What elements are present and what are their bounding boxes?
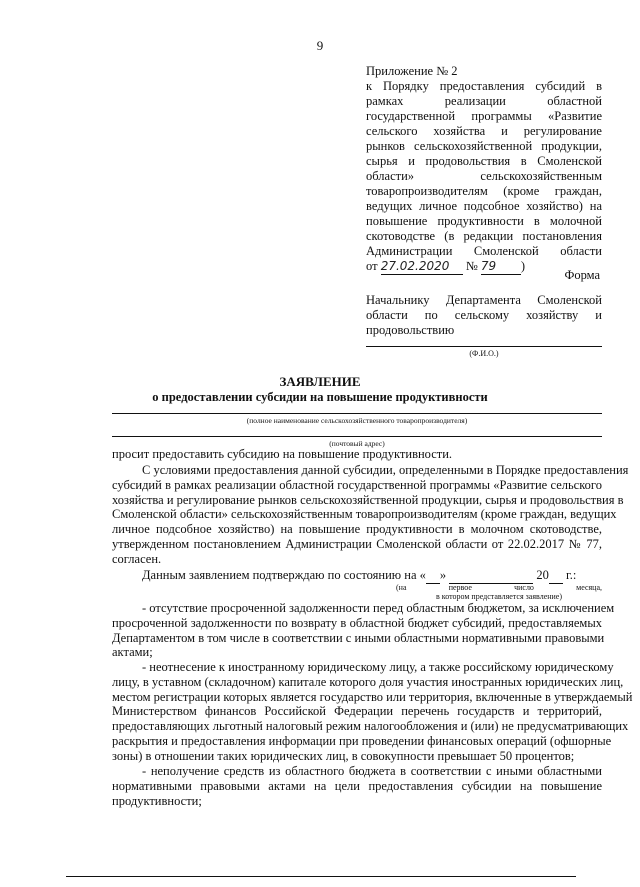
confirmation-paragraph: Данным заявлением подтверждаю по состоянию на « » 20 г.: <box>142 568 577 582</box>
appendix-line: рынков сельскохозяйственной продукции, <box>366 139 602 153</box>
addressee-line: области по сельскому хозяйству и <box>366 308 602 322</box>
addressee-line: Начальнику Департамента Смоленской <box>366 293 602 307</box>
address-caption: (почтовый адрес) <box>329 439 385 448</box>
appendix-line: сельского хозяйства и регулирование <box>366 124 602 138</box>
page-number: 9 <box>316 38 324 53</box>
producer-name-line <box>112 413 602 414</box>
bottom-rule <box>66 876 576 877</box>
appendix-date-line: от 27.02.2020 № 79 ) <box>366 259 526 273</box>
appendix-line: товаропроизводителям (кроме граждан, <box>366 184 602 198</box>
appendix-line: ведущих личное подсобное хозяйство) на <box>366 199 602 213</box>
day-blank <box>426 568 440 584</box>
fio-caption: (Ф.И.О.) <box>469 349 499 358</box>
form-label: Форма <box>564 268 600 282</box>
appendix-line: повышение продуктивности в молочной <box>366 214 602 228</box>
appendix-line: Администрации Смоленской области <box>366 244 602 258</box>
appendix-line: области» сельскохозяйственным <box>366 169 602 183</box>
document-title: ЗАЯВЛЕНИЕ <box>279 374 361 389</box>
appendix-line: скотоводстве (в редакции постановления <box>366 229 602 243</box>
month-blank <box>449 568 533 584</box>
item-not-foreign: - неотнесение к иностранному юридическому лицу, а также российскому юридическому лицу, в уставном (складочном) капитале которого доля участия иностранных юридических лиц, местом регистрации которых является государство или территория, включенные в утверждаемый Министерством финансов Российской Федерации перечень государств и территорий, предоставляющих льготный налоговый режим налогообложения и (или) не предусматривающих раскрытия и предоставления информации при проведении финансовых операций (офшорные зоны) в отношении таких юридических лиц, в совокупности превышает 50 процентов; <box>112 660 633 763</box>
appendix-line: рамках реализации областной <box>366 94 602 108</box>
appendix-header <box>366 64 602 275</box>
appendix-line: Приложение № 2 <box>366 64 458 78</box>
address-line <box>112 436 602 437</box>
handwritten-number: 79 <box>481 259 521 275</box>
fio-underline <box>366 346 602 347</box>
document-subtitle: о предоставлении субсидии на повышение продуктивности <box>152 390 488 404</box>
appendix-line: сырья и продовольствия в Смоленской <box>366 154 602 168</box>
request-paragraph: просит предоставить субсидию на повышение продуктивности. <box>112 447 453 461</box>
appendix-line: к Порядку предоставления субсидий в <box>366 79 602 93</box>
confirmation-caption: (на первое число месяца, в котором представляется заявление) <box>396 583 602 601</box>
conditions-paragraph: С условиями предоставления данной субсидии, определенными в Порядке предоставления субсидий в рамках реализации областной государственной программы «Развитие сельского хозяйства и регулирование рынков сельскохозяйственной продукции, сырья и продовольствия в Смоленской области» сельскохозяйственным товаропроизводителям (кроме граждан, ведущих личное подсобное хозяйство) на повышение продуктивности в молочном скотоводстве, утвержденном постановлением Администрации Смоленской области от 22.02.2017 № 77, согласен. <box>112 463 629 566</box>
addressee-block <box>366 293 602 338</box>
item-no-debt: - отсутствие просроченной задолженности перед областным бюджетом, за исключением просроченной задолженности по возврату в областной бюджет субсидий, предоставляемых Департаментом в том числе в соответствии с иными областными нормативными правовыми актами; <box>112 601 615 660</box>
appendix-line: государственной программы «Развитие <box>366 109 602 123</box>
addressee-line: продовольствию <box>366 323 455 337</box>
year-blank <box>549 568 563 584</box>
producer-name-caption: (полное наименование сельскохозяйственного товаропроизводителя) <box>246 416 468 425</box>
item-no-other-funds: - неполучение средств из областного бюджета в соответствии с иными областными нормативными правовыми актами на цели предоставления субсидии на повышение продуктивности; <box>112 764 602 808</box>
handwritten-date: 27.02.2020 <box>381 259 463 275</box>
